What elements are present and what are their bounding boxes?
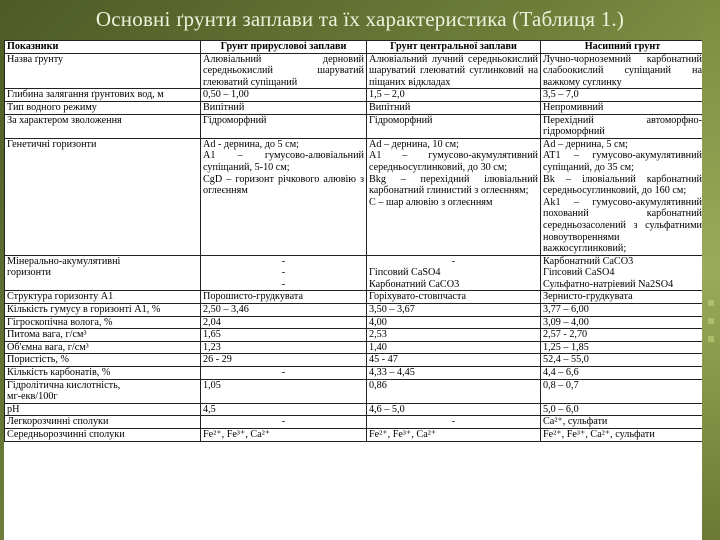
table-row xyxy=(5,416,705,429)
value-cell xyxy=(367,304,541,317)
value-cell xyxy=(201,429,367,442)
table-row xyxy=(5,101,705,114)
cell-line: Ad - дернина, до 5 см; xyxy=(203,138,299,150)
row-label xyxy=(5,429,201,442)
value-cell xyxy=(541,367,705,380)
slide-title: Основні ґрунти заплави та їх характеристика (Таблиця 1.) xyxy=(95,7,625,31)
row-label xyxy=(5,101,201,114)
cell-line: Гіпсовий CaSO4 xyxy=(369,267,441,279)
value-cell xyxy=(541,53,705,89)
row-label xyxy=(5,89,201,102)
row-label xyxy=(5,316,201,329)
cell-line: 3,09 – 4,00 xyxy=(543,316,589,328)
value-cell xyxy=(367,329,541,342)
cell-line: Ak1 – гумусово-акумулятивний похований карбонатний середньозасолений з сульфатними новоутвореннями важкосуглинковий; xyxy=(543,196,702,255)
row-label xyxy=(5,138,201,255)
cell-line: - xyxy=(281,267,286,279)
header-row xyxy=(5,41,705,54)
value-cell xyxy=(201,367,367,380)
value-cell xyxy=(367,316,541,329)
cell-line: Перехідний автоморфно-гідроморфний xyxy=(543,114,702,138)
cell-line: Сульфатно-натріевий Na2SO4 xyxy=(543,278,674,290)
cell-line: Кількість карбонатів, % xyxy=(7,367,111,379)
cell-line: Ad – дернина, 5 см; xyxy=(543,138,628,150)
row-label xyxy=(5,416,201,429)
value-cell xyxy=(201,114,367,138)
cell-line: 0,8 – 0,7 xyxy=(543,379,579,391)
cell-line: - xyxy=(281,416,286,428)
cell-line: 5,0 – 6,0 xyxy=(543,403,579,415)
value-cell xyxy=(541,354,705,367)
cell-line: - xyxy=(451,416,456,428)
cell-line: Назва ґрунту xyxy=(7,53,64,65)
cell-line: горизонти xyxy=(7,267,51,279)
cell-line: Гігроскопічна волога, % xyxy=(7,316,113,328)
cell-line: Fe²⁺, Fe³⁺, Ca²⁺, сульфати xyxy=(543,429,655,440)
cell-line: Bkg – перехідний ілювіальний карбонатний глинистий з оглеєнням; xyxy=(369,173,538,197)
value-cell xyxy=(541,89,705,102)
row-label xyxy=(5,341,201,354)
value-cell xyxy=(201,101,367,114)
cell-line: Тип водного режиму xyxy=(7,101,97,113)
value-cell xyxy=(541,341,705,354)
cell-line: - xyxy=(281,278,286,290)
value-cell xyxy=(541,114,705,138)
decor-square xyxy=(708,300,714,306)
value-cell xyxy=(541,403,705,416)
cell-line: Генетичні горизонти xyxy=(7,138,97,150)
cell-line: Алювіальний лучний середньокислий шаруватий глеюватий суглинковий на піщаних відкладах xyxy=(369,53,538,88)
row-label xyxy=(5,367,201,380)
cell-line: 52,4 – 55,0 xyxy=(543,354,589,366)
cell-line: Випітний xyxy=(203,101,245,113)
cell-line: 2,53 xyxy=(369,329,387,341)
cell-line: A1 – гумусово-алювіальний супіщаний, 5-10 см; xyxy=(203,150,364,173)
cell-line: 1,05 xyxy=(203,379,221,391)
value-cell xyxy=(367,367,541,380)
header-fill-soil: Насипний грунт xyxy=(541,41,705,54)
row-label xyxy=(5,53,201,89)
table-row xyxy=(5,291,705,304)
cell-line: Питома вага, г/см³ xyxy=(7,329,87,341)
cell-line: Пористість, % xyxy=(7,354,70,366)
cell-line: 1,25 – 1,85 xyxy=(543,341,589,353)
header-indicator: Показники xyxy=(5,41,201,54)
table-row xyxy=(5,403,705,416)
cell-line: Глибина залягання ґрунтових вод, м xyxy=(7,89,164,101)
value-cell xyxy=(367,89,541,102)
cell-line: мг-екв/100г xyxy=(7,391,58,403)
value-cell xyxy=(541,255,705,291)
cell-line: Карбонатний CaCO3 xyxy=(369,278,460,290)
value-cell xyxy=(541,138,705,255)
table-row xyxy=(5,367,705,380)
value-cell xyxy=(201,316,367,329)
table-row xyxy=(5,341,705,354)
table-row xyxy=(5,304,705,317)
value-cell xyxy=(201,354,367,367)
table-row xyxy=(5,354,705,367)
value-cell xyxy=(541,304,705,317)
value-cell xyxy=(541,416,705,429)
row-label xyxy=(5,304,201,317)
value-cell xyxy=(541,291,705,304)
value-cell xyxy=(367,354,541,367)
header-riverbank-soil: Грунт прирусловоі заплави xyxy=(201,41,367,54)
cell-line: 4,33 – 4,45 xyxy=(369,367,415,379)
cell-line: Ad – дернина, 10 см; xyxy=(369,138,459,150)
value-cell xyxy=(201,53,367,89)
cell-line: - xyxy=(281,367,286,379)
cell-line: pH xyxy=(7,403,20,415)
value-cell xyxy=(201,255,367,291)
table-body xyxy=(5,53,705,441)
value-cell xyxy=(367,341,541,354)
value-cell xyxy=(201,329,367,342)
value-cell xyxy=(367,255,541,291)
value-cell xyxy=(367,403,541,416)
value-cell xyxy=(367,138,541,255)
cell-line: Легкорозчинні сполуки xyxy=(7,416,109,428)
cell-line: 45 - 47 xyxy=(369,354,398,366)
cell-line: Непромивний xyxy=(543,101,604,113)
cell-line: 1,40 xyxy=(369,341,387,353)
row-label xyxy=(5,354,201,367)
cell-line: Карбонатний CaCO3 xyxy=(543,255,634,267)
cell-line: 3,50 – 3,67 xyxy=(369,304,415,316)
cell-line: Fe²⁺, Fe³⁺, Ca²⁺ xyxy=(203,429,271,440)
cell-line: C – шар алювію з оглеєнням xyxy=(369,196,493,208)
table-row xyxy=(5,255,705,291)
cell-line: A1 – гумусово-акумулятивний середньосуглинковий, до 30 см; xyxy=(369,150,538,173)
table-sheet xyxy=(4,40,704,540)
cell-line: 0,50 – 1,00 xyxy=(203,89,249,101)
row-label xyxy=(5,291,201,304)
row-label xyxy=(5,255,201,291)
cell-line: 3,5 – 7,0 xyxy=(543,89,579,101)
cell-line: Гідролітична кислотність, xyxy=(7,379,121,391)
value-cell xyxy=(201,304,367,317)
cell-line: Bk – ілювіальний карбонатний середньосуглинковий, до 160 см; xyxy=(543,173,702,197)
cell-line: 4,00 xyxy=(369,316,387,328)
cell-line: CgD – горизонт річкового алювію з оглеєнням xyxy=(203,173,364,197)
value-cell xyxy=(201,89,367,102)
value-cell xyxy=(541,379,705,403)
value-cell xyxy=(367,379,541,403)
cell-line: 1,5 – 2,0 xyxy=(369,89,405,101)
value-cell xyxy=(367,416,541,429)
header-central-soil: Грунт центральної заплави xyxy=(367,41,541,54)
value-cell xyxy=(367,291,541,304)
cell-line: - xyxy=(281,255,286,267)
value-cell xyxy=(367,114,541,138)
cell-line: Алювіальний дерновий середньокислий шаруватий глеюватий супіщаний xyxy=(203,53,364,88)
cell-line: 2,57 - 2,70 xyxy=(543,329,588,341)
value-cell xyxy=(541,329,705,342)
row-label xyxy=(5,114,201,138)
value-cell xyxy=(201,291,367,304)
cell-line: 4,5 xyxy=(203,403,216,415)
cell-line: Лучно-чорноземний карбонатний слабоокислий супіщаний на важкому суглинку xyxy=(543,53,702,88)
cell-line: Об'ємна вага, г/см³ xyxy=(7,341,89,353)
soil-table xyxy=(4,40,704,442)
value-cell xyxy=(367,101,541,114)
value-cell xyxy=(367,53,541,89)
cell-line: Гіпсовий CaSO4 xyxy=(543,267,615,279)
cell-line: Порошисто-грудкувата xyxy=(203,291,303,303)
value-cell xyxy=(367,429,541,442)
cell-line: 2,04 xyxy=(203,316,221,328)
cell-line: 26 - 29 xyxy=(203,354,232,366)
cell-line: 2,50 – 3,46 xyxy=(203,304,249,316)
value-cell xyxy=(541,429,705,442)
decor-square xyxy=(708,318,714,324)
value-cell xyxy=(201,379,367,403)
cell-line: 1,23 xyxy=(203,341,221,353)
cell-line: Зернисто-грудкувата xyxy=(543,291,633,303)
table-row xyxy=(5,138,705,255)
cell-line: 4,6 – 5,0 xyxy=(369,403,405,415)
cell-line: Середньорозчинні сполуки xyxy=(7,429,125,440)
cell-line: Fe²⁺, Fe³⁺, Ca²⁺ xyxy=(369,429,437,440)
cell-line: Ca²⁺, сульфати xyxy=(543,416,608,428)
table-row xyxy=(5,329,705,342)
cell-line: AT1 – гумусово-акумулятивний супіщаний, до 35 см; xyxy=(543,150,702,173)
row-label xyxy=(5,403,201,416)
cell-line: 3,77 – 6,00 xyxy=(543,304,589,316)
value-cell xyxy=(201,416,367,429)
table-row xyxy=(5,53,705,89)
cell-line: Гідроморфний xyxy=(203,114,267,126)
cell-line: - xyxy=(451,255,456,267)
value-cell xyxy=(201,403,367,416)
cell-line: Кількість гумусу в горизонті A1, % xyxy=(7,304,161,316)
value-cell xyxy=(541,101,705,114)
table-row xyxy=(5,429,705,442)
row-label xyxy=(5,379,201,403)
cell-line: Випітний xyxy=(369,101,411,113)
table-row xyxy=(5,89,705,102)
cell-line: Мінерально-акумулятивні xyxy=(7,255,121,267)
cell-line: За характером зволоження xyxy=(7,114,122,126)
cell-line: Структура горизонту A1 xyxy=(7,291,114,303)
row-label xyxy=(5,329,201,342)
side-decoration xyxy=(702,0,720,540)
cell-line: 0,86 xyxy=(369,379,387,391)
value-cell xyxy=(201,138,367,255)
table-row xyxy=(5,316,705,329)
value-cell xyxy=(201,341,367,354)
table-row xyxy=(5,114,705,138)
table-row xyxy=(5,379,705,403)
cell-line: Горіхувато-стовпчаста xyxy=(369,291,467,303)
cell-line: 1,65 xyxy=(203,329,221,341)
cell-line: Гідроморфний xyxy=(369,114,433,126)
cell-line: 4,4 – 6,6 xyxy=(543,367,579,379)
value-cell xyxy=(541,316,705,329)
decor-square xyxy=(708,336,714,342)
